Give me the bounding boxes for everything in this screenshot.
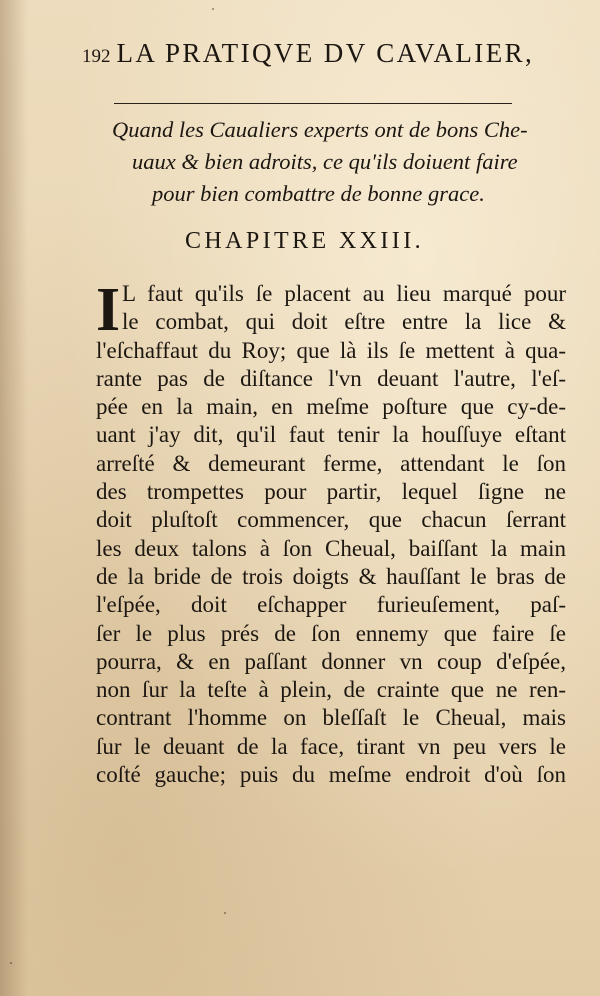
- paper-speck: [10, 962, 12, 964]
- text-line: des trompettes pour partir, lequel ſigne ne: [96, 479, 566, 505]
- chapter-summary: [112, 114, 572, 210]
- summary-line: uaux & bien adroits, ce qu'ils doiuent faire: [132, 149, 518, 174]
- summary-line: Quand les Caualiers experts ont de bons Che-: [112, 117, 528, 142]
- paper-speck: [224, 912, 226, 914]
- text-line: contrant l'homme on bleſſaſt le Cheual, mais: [96, 705, 566, 731]
- text-line: le combat, qui doit eſtre entre la lice &: [122, 309, 566, 335]
- chapter-title: CHAPITRE XXIII.: [185, 228, 424, 254]
- text-line: l'eſchaffaut du Roy; que là ils ſe mettent à qua-: [96, 337, 566, 363]
- running-head-title: LA PRATIQVE DV CAVALIER,: [116, 38, 535, 68]
- drop-cap: I: [96, 276, 121, 344]
- text-line: doit pluſtoſt commencer, que chacun ſerrant: [96, 507, 566, 533]
- text-line: de la bride de trois doigts & hauſſant le bras de: [96, 563, 566, 589]
- text-line: pourra, & en paſſant donner vn coup d'eſpée,: [96, 648, 566, 674]
- text-line: l'eſpée, doit eſchapper furieuſement, paſ-: [96, 592, 566, 618]
- text-line: arreſté & demeurant ferme, attendant le ſon: [96, 450, 566, 476]
- page-number: 192: [82, 46, 111, 67]
- text-line: L faut qu'ils ſe placent au lieu marqué pour: [122, 281, 566, 306]
- paper-speck: [212, 8, 214, 10]
- text-line: ſur le deuant de la face, tirant vn peu vers le: [96, 733, 566, 759]
- running-head: [82, 38, 562, 69]
- header-rule: [114, 103, 512, 104]
- gutter-shadow: [0, 0, 28, 996]
- text-line: les deux talons à ſon Cheual, baiſſant la main: [96, 535, 566, 561]
- text-line: ſer le plus prés de ſon ennemy que faire ſe: [96, 620, 566, 646]
- body-text: [96, 276, 576, 789]
- summary-line: pour bien combattre de bonne grace.: [152, 181, 485, 206]
- text-line: uant j'ay dit, qu'il faut tenir la houſſuye eſtant: [96, 422, 566, 448]
- text-line: non ſur la teſte à plein, de crainte que ne ren-: [96, 677, 566, 703]
- text-line: pée en la main, en meſme poſture que cy-de-: [96, 394, 566, 420]
- text-line: rante pas de diſtance l'vn deuant l'autre, l'eſ-: [96, 365, 566, 391]
- text-line: coſté gauche; puis du meſme endroit d'où ſon: [96, 762, 566, 788]
